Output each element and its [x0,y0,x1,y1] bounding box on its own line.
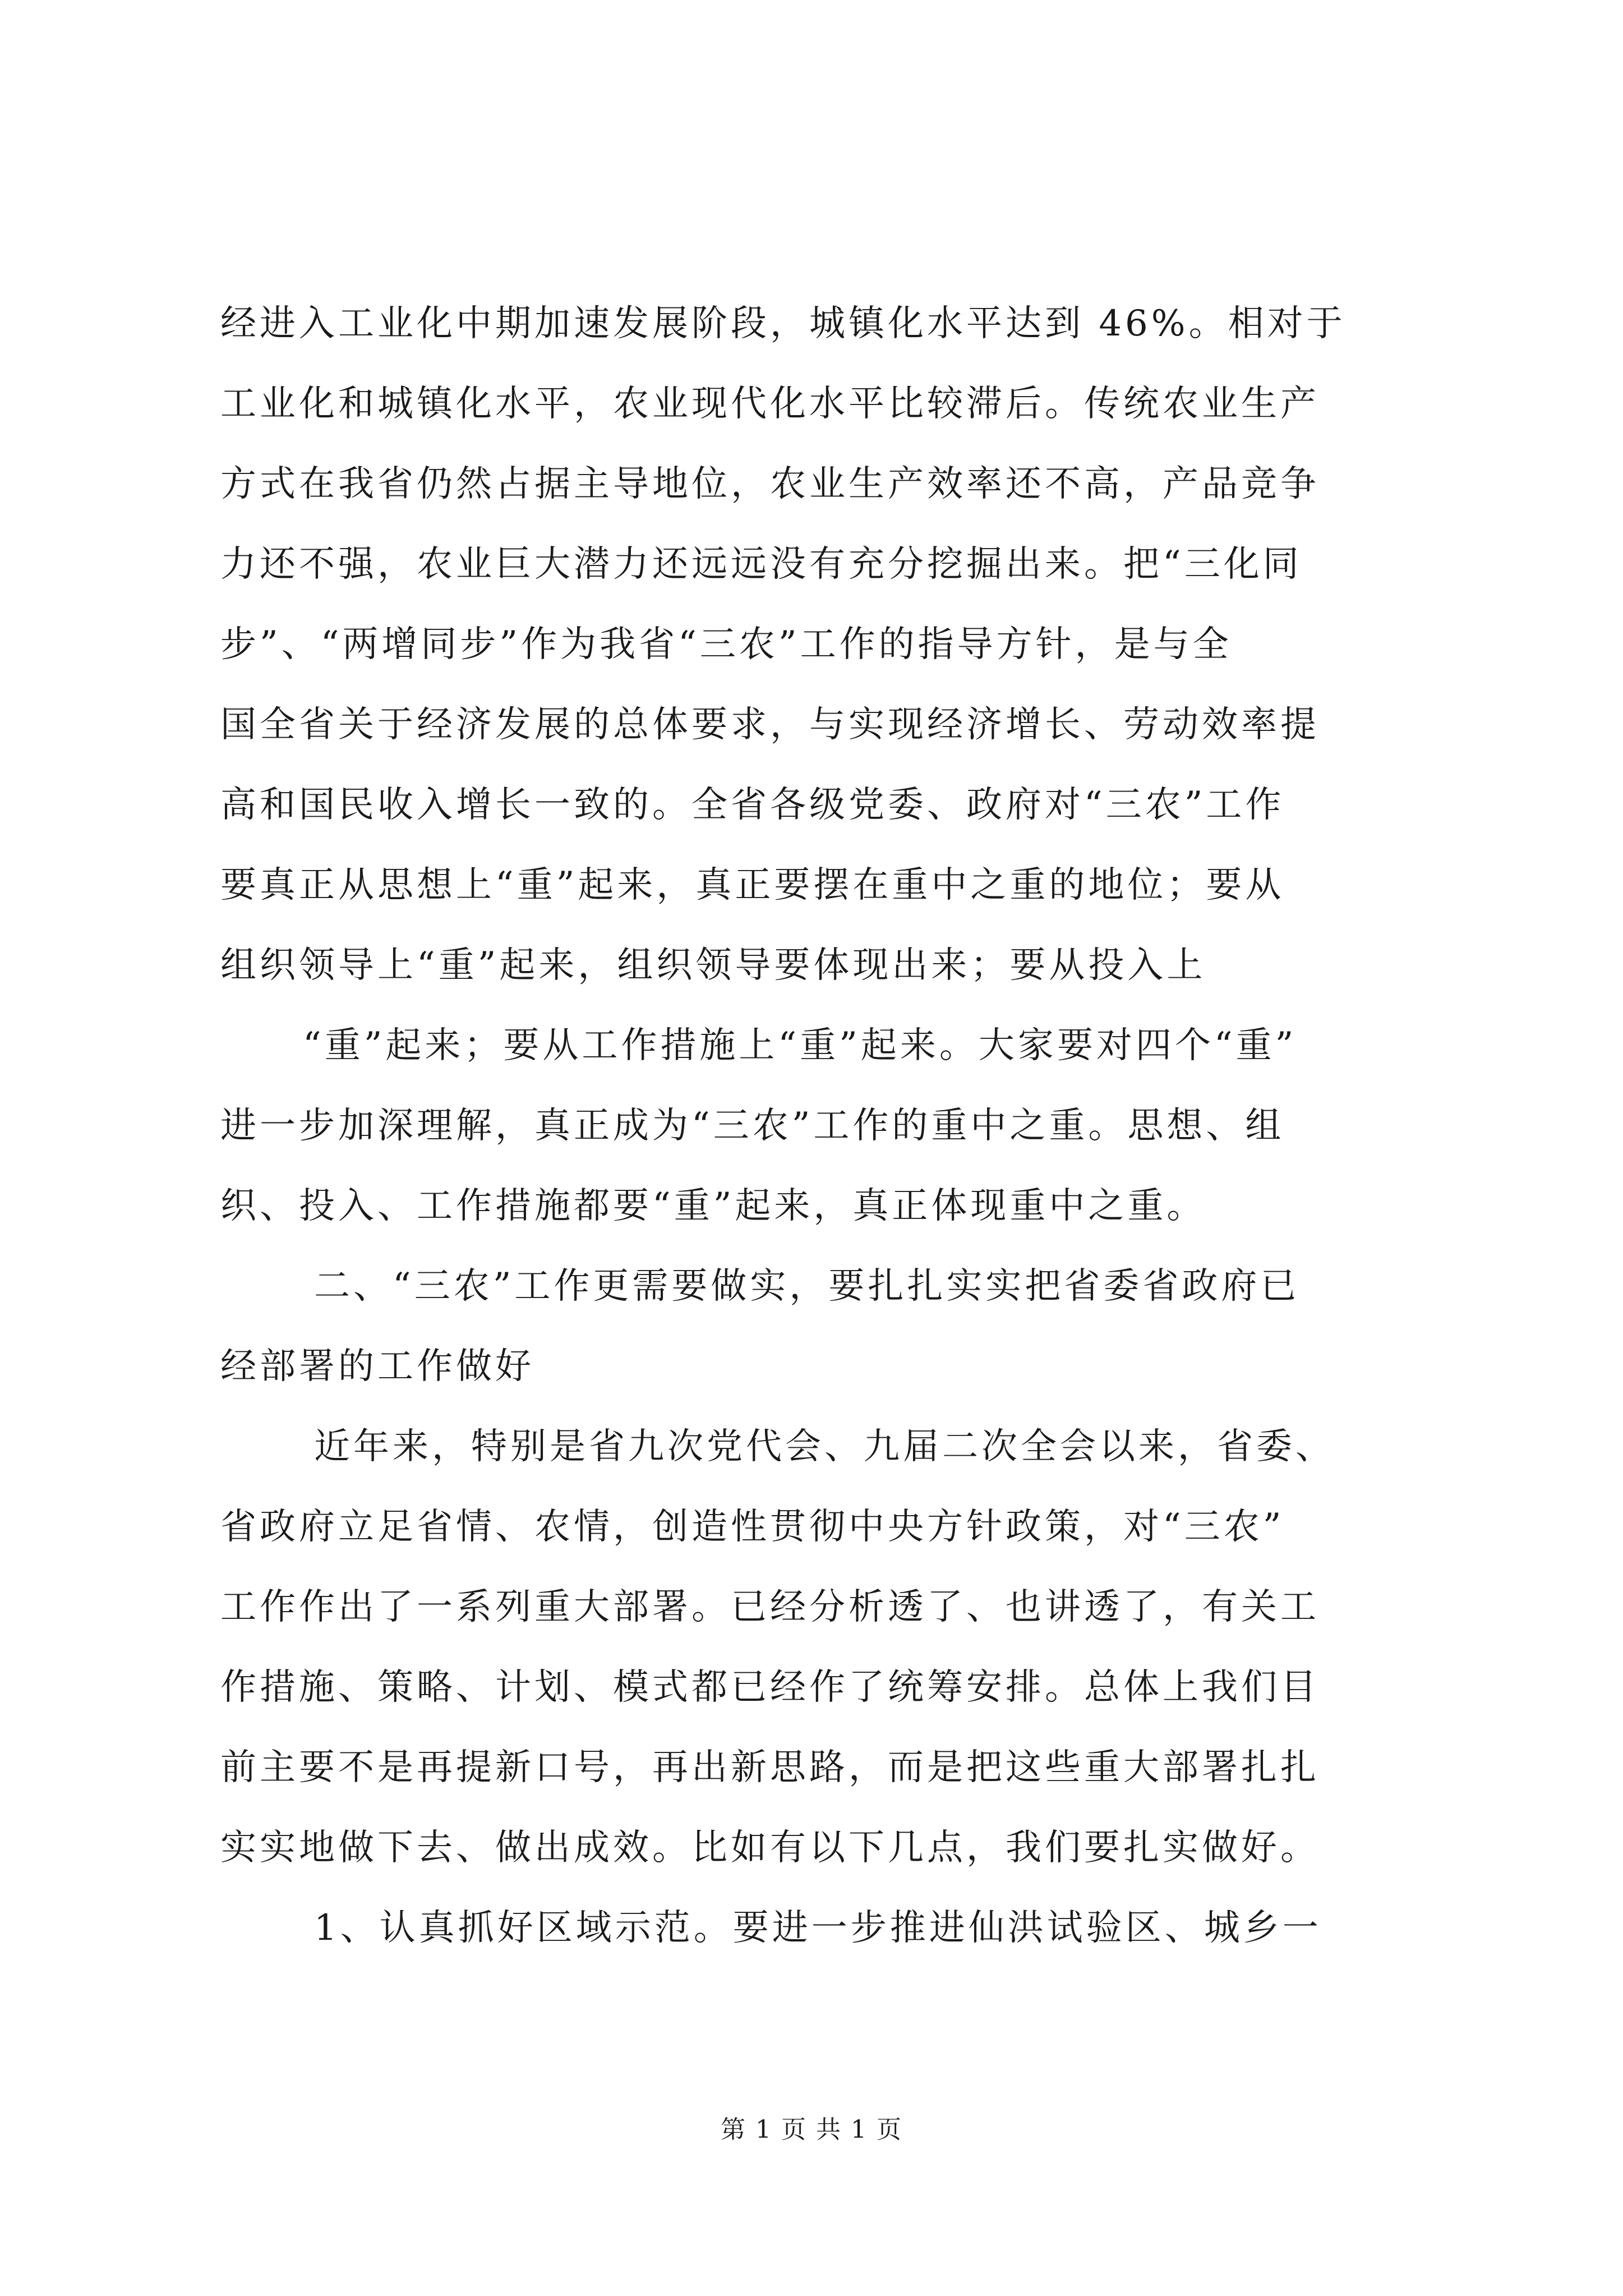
text-line-4: 力还不强，农业巨大潜力还远远没有充分挖掘出来。把“三化同 [220,544,1302,585]
text-line-12: 织、投入、工作措施都要“重”起来，真正体现重中之重。 [220,1185,1206,1227]
text-line-19: 前主要不是再提新口号，再出新思路，而是把这些重大部署扎扎 [220,1747,1320,1788]
text-line-16: 省政府立足省情、农情，创造性贯彻中央方针政策，对“三农” [220,1506,1285,1548]
text-line-11: 进一步加深理解，真正成为“三农”工作的重中之重。思想、组 [220,1105,1285,1147]
text-line-21: 1、认真抓好区域示范。要进一步推进仙洪试验区、城乡一 [314,1907,1322,1949]
heading-line-2: 经部署的工作做好 [220,1346,534,1387]
text-line-1: 经进入工业化中期加速发展阶段，城镇化水平达到 46%。相对于 [220,303,1346,344]
text-line-18: 作措施、策略、计划、模式都已经作了统筹安排。总体上我们目 [220,1667,1320,1708]
text-line-8: 要真正从思想上“重”起来，真正要摆在重中之重的地位；要从 [220,864,1285,906]
text-line-7: 高和国民收入增长一致的。全省各级党委、政府对“三农”工作 [220,784,1285,826]
text-line-2: 工业化和城镇化水平，农业现代化水平比较滞后。传统农业生产 [220,383,1320,425]
text-line-10: “重”起来；要从工作措施上“重”起来。大家要对四个“重” [303,1025,1297,1066]
heading-line-1: 二、“三农”工作更需要做实，要扎扎实实把省委省政府已 [314,1266,1300,1307]
text-line-17: 工作作出了一系列重大部署。已经分析透了、也讲透了，有关工 [220,1586,1320,1628]
text-line-6: 国全省关于经济发展的总体要求，与实现经济增长、劳动效率提 [220,704,1320,746]
text-line-20: 实实地做下去、做出成效。比如有以下几点，我们要扎实做好。 [220,1827,1320,1869]
text-line-9: 组织领导上“重”起来，组织领导要体现出来；要从投入上 [220,945,1206,986]
text-line-15: 近年来，特别是省九次党代会、九届二次全会以来，省委、 [314,1426,1335,1467]
text-line-5: 步”、“两增同步”作为我省“三农”工作的指导方针，是与全 [220,624,1232,665]
page-number-footer: 第 1 页 共 1 页 [721,2115,902,2144]
text-line-3: 方式在我省仍然占据主导地位，农业生产效率还不高，产品竞争 [220,463,1320,505]
